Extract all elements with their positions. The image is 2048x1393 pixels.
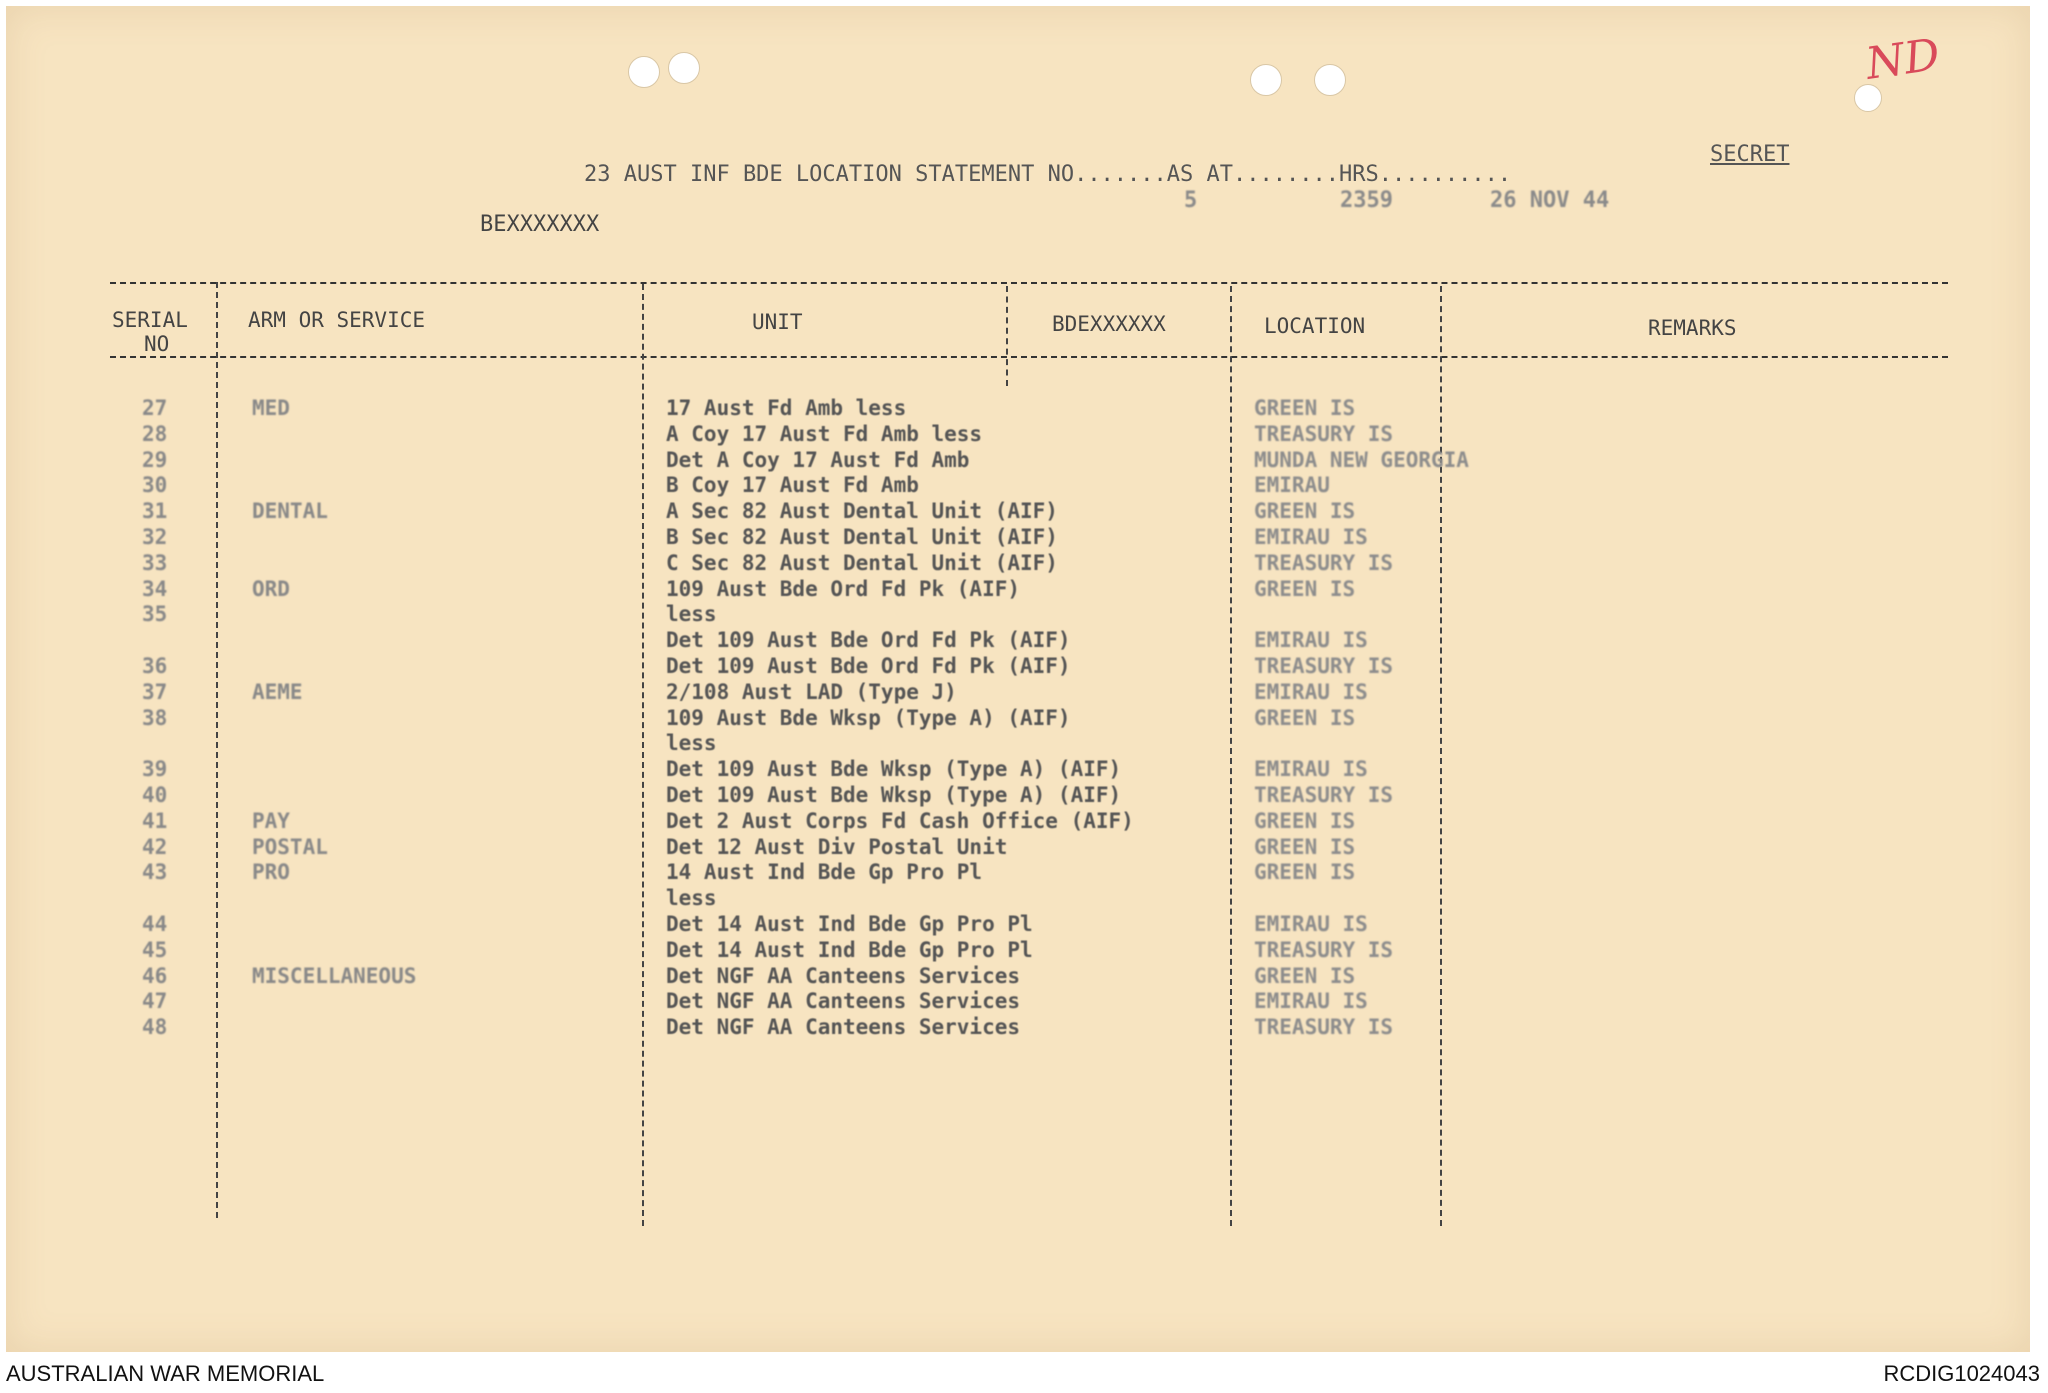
punch-hole — [668, 52, 700, 84]
serial-cell — [142, 628, 167, 654]
unit-cell: A Coy 17 Aust Fd Amb less — [666, 421, 983, 446]
unit-cell: less — [666, 886, 717, 911]
arm-cell — [252, 551, 416, 577]
serial-cell: 33 — [142, 550, 168, 575]
unit-cell: Det 109 Aust Bde Wksp (Type A) (AIF) — [666, 757, 1122, 782]
arm-cell: PRO — [252, 860, 290, 885]
header-struck: BDEXXXXXX — [1052, 312, 1166, 336]
arm-cell: POSTAL — [252, 834, 328, 859]
arm-cell — [252, 938, 416, 964]
unit-cell: Det 14 Aust Ind Bde Gp Pro Pl — [666, 911, 1033, 936]
stamp-date: 26 NOV 44 — [1490, 188, 1610, 213]
unit-cell: Det 12 Aust Div Postal Unit — [666, 834, 1008, 859]
unit-cell: Det A Coy 17 Aust Fd Amb — [666, 447, 970, 472]
header-unit: UNIT — [752, 310, 803, 334]
location-column — [1254, 396, 1469, 1041]
location-cell: TREASURY IS — [1254, 421, 1394, 446]
column-divider — [642, 284, 644, 1226]
document-title: 23 AUST INF BDE LOCATION STATEMENT NO.......AS AT........HRS.......... — [584, 162, 1512, 187]
serial-cell: 38 — [142, 705, 168, 730]
serial-column — [142, 396, 167, 1041]
serial-cell: 31 — [142, 499, 168, 524]
punch-hole — [1250, 64, 1282, 96]
serial-cell: 28 — [142, 421, 168, 446]
serial-cell: 47 — [142, 989, 168, 1014]
unit-cell: 2/108 Aust LAD (Type J) — [666, 679, 957, 704]
serial-cell: 46 — [142, 963, 168, 988]
unit-cell: Det 14 Aust Ind Bde Gp Pro Pl — [666, 937, 1033, 962]
location-cell — [1254, 886, 1469, 912]
location-cell: GREEN IS — [1254, 576, 1356, 601]
arm-cell — [252, 525, 416, 551]
arm-cell: MED — [252, 396, 290, 420]
arm-cell: ORD — [252, 576, 290, 601]
punch-hole — [1314, 64, 1346, 96]
handwritten-mark: ND — [1862, 29, 1943, 90]
location-cell: TREASURY IS — [1254, 653, 1394, 678]
arm-cell — [252, 654, 416, 680]
unit-cell: Det 2 Aust Corps Fd Cash Office (AIF) — [666, 808, 1134, 833]
column-divider — [1006, 286, 1008, 386]
arm-cell — [252, 473, 416, 499]
header-remarks: REMARKS — [1648, 316, 1737, 340]
serial-cell: 39 — [142, 757, 168, 782]
serial-cell: 48 — [142, 1015, 168, 1040]
header-serial: SERIAL — [112, 308, 188, 332]
arm-cell — [252, 448, 416, 474]
footer-right: RCDIG1024043 — [1883, 1361, 2040, 1386]
table-top-rule — [110, 282, 1948, 284]
location-cell: EMIRAU — [1254, 473, 1330, 498]
serial-cell: 35 — [142, 602, 168, 627]
column-divider — [216, 282, 218, 1218]
location-cell: EMIRAU IS — [1254, 679, 1368, 704]
serial-cell: 27 — [142, 396, 168, 420]
serial-cell: 34 — [142, 576, 168, 601]
unit-cell: B Coy 17 Aust Fd Amb — [666, 473, 919, 498]
location-cell: GREEN IS — [1254, 499, 1356, 524]
serial-cell: 43 — [142, 860, 168, 885]
column-divider — [1230, 286, 1232, 1226]
location-cell: TREASURY IS — [1254, 550, 1394, 575]
serial-cell: 41 — [142, 808, 168, 833]
arm-cell: PAY — [252, 808, 290, 833]
arm-cell — [252, 628, 416, 654]
arm-cell — [252, 1015, 416, 1041]
arm-cell — [252, 422, 416, 448]
unit-cell: 14 Aust Ind Bde Gp Pro Pl — [666, 860, 983, 885]
arm-cell: AEME — [252, 679, 303, 704]
location-cell: TREASURY IS — [1254, 937, 1394, 962]
footer-left: AUSTRALIAN WAR MEMORIAL — [6, 1361, 325, 1386]
serial-cell: 37 — [142, 679, 168, 704]
serial-cell: 45 — [142, 937, 168, 962]
unit-cell: less — [666, 602, 717, 627]
document-sheet — [6, 6, 2030, 1352]
location-cell — [1254, 602, 1469, 628]
arm-cell — [252, 757, 416, 783]
arm-cell — [252, 706, 416, 732]
table-header-rule — [110, 356, 1948, 358]
unit-cell: Det NGF AA Canteens Services — [666, 1015, 1021, 1040]
location-cell: GREEN IS — [1254, 834, 1356, 859]
arm-cell — [252, 912, 416, 938]
unit-cell: less — [666, 731, 717, 756]
serial-cell: 29 — [142, 447, 168, 472]
serial-cell: 44 — [142, 911, 168, 936]
header-location: LOCATION — [1264, 314, 1366, 338]
unit-cell: 17 Aust Fd Amb less — [666, 396, 907, 420]
serial-cell — [142, 886, 167, 912]
arm-cell — [252, 989, 416, 1015]
location-cell: GREEN IS — [1254, 396, 1356, 420]
serial-cell: 36 — [142, 653, 168, 678]
struck-word: BEXXXXXXX — [480, 212, 600, 237]
location-cell — [1254, 731, 1469, 757]
location-cell: EMIRAU IS — [1254, 628, 1368, 653]
arm-cell — [252, 731, 416, 757]
unit-cell: Det 109 Aust Bde Ord Fd Pk (AIF) — [666, 628, 1071, 653]
serial-cell: 42 — [142, 834, 168, 859]
location-cell: GREEN IS — [1254, 963, 1356, 988]
location-cell: EMIRAU IS — [1254, 989, 1368, 1014]
unit-cell: A Sec 82 Aust Dental Unit (AIF) — [666, 499, 1058, 524]
location-cell: EMIRAU IS — [1254, 757, 1368, 782]
unit-cell: 109 Aust Bde Ord Fd Pk (AIF) — [666, 576, 1021, 601]
location-cell: EMIRAU IS — [1254, 524, 1368, 549]
unit-cell: B Sec 82 Aust Dental Unit (AIF) — [666, 524, 1058, 549]
location-cell: EMIRAU IS — [1254, 911, 1368, 936]
arm-cell: MISCELLANEOUS — [252, 963, 417, 988]
unit-cell: C Sec 82 Aust Dental Unit (AIF) — [666, 550, 1058, 575]
serial-cell — [142, 731, 167, 757]
header-arm: ARM OR SERVICE — [248, 308, 426, 332]
unit-cell: 109 Aust Bde Wksp (Type A) (AIF) — [666, 705, 1071, 730]
unit-cell: Det NGF AA Canteens Services — [666, 989, 1021, 1014]
serial-cell: 30 — [142, 473, 168, 498]
punch-hole — [628, 56, 660, 88]
location-cell: GREEN IS — [1254, 808, 1356, 833]
arm-cell: DENTAL — [252, 499, 328, 524]
arm-cell — [252, 602, 416, 628]
location-cell: GREEN IS — [1254, 705, 1356, 730]
unit-column — [666, 396, 1134, 1041]
unit-cell: Det 109 Aust Bde Ord Fd Pk (AIF) — [666, 653, 1071, 678]
unit-cell: Det 109 Aust Bde Wksp (Type A) (AIF) — [666, 782, 1122, 807]
arm-column — [252, 396, 416, 1041]
location-cell: TREASURY IS — [1254, 1015, 1394, 1040]
serial-cell: 32 — [142, 524, 168, 549]
stamp-hrs: 2359 — [1340, 188, 1393, 213]
unit-cell: Det NGF AA Canteens Services — [666, 963, 1021, 988]
location-cell: TREASURY IS — [1254, 782, 1394, 807]
location-cell: GREEN IS — [1254, 860, 1356, 885]
header-serial-no: NO — [144, 332, 170, 356]
arm-cell — [252, 886, 416, 912]
arm-cell — [252, 783, 416, 809]
location-cell: MUNDA NEW GEORGIA — [1254, 447, 1469, 472]
stamp-no: 5 — [1184, 188, 1198, 213]
secret-label: SECRET — [1710, 142, 1790, 167]
serial-cell: 40 — [142, 782, 168, 807]
